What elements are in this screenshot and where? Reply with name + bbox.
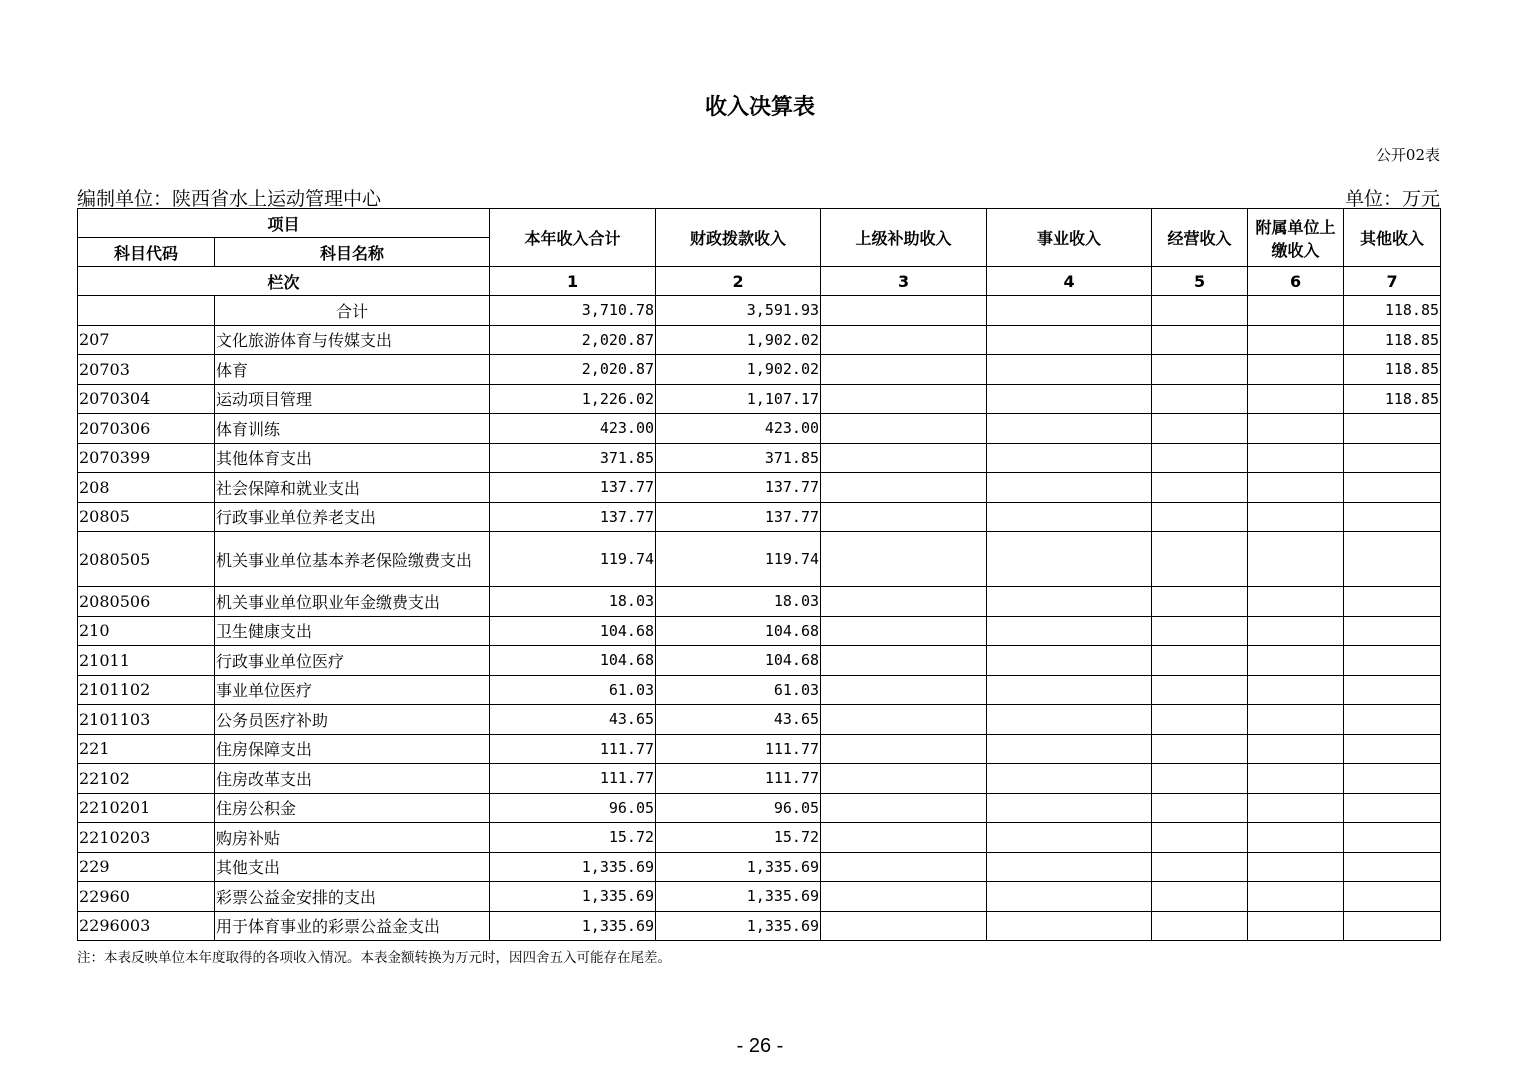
row-code: 20703 (78, 355, 215, 385)
page-number: - 26 - (736, 1035, 784, 1057)
row-superior (821, 882, 987, 912)
row-code: 2296003 (78, 911, 215, 941)
row-code: 2210203 (78, 823, 215, 853)
row-affiliated (1248, 764, 1344, 794)
table-row (78, 675, 1441, 705)
row-affiliated (1248, 646, 1344, 676)
row-total: 1,226.02 (490, 384, 656, 414)
table-row (78, 532, 1441, 587)
header-code: 科目代码 (78, 238, 215, 267)
col-num-7: 7 (1344, 267, 1441, 296)
row-name: 事业单位医疗 (215, 675, 490, 705)
table-row (78, 473, 1441, 503)
row-business (987, 793, 1152, 823)
row-business (987, 443, 1152, 473)
row-superior (821, 355, 987, 385)
row-name: 其他支出 (215, 852, 490, 882)
row-other (1344, 532, 1441, 587)
row-business (987, 473, 1152, 503)
table-row (78, 325, 1441, 355)
row-fiscal: 137.77 (656, 473, 821, 503)
col-num-4: 4 (987, 267, 1152, 296)
row-operating (1152, 502, 1248, 532)
compiling-unit: 编制单位：陕西省水上运动管理中心 (77, 188, 382, 210)
row-business (987, 823, 1152, 853)
header-affiliated: 附属单位上缴收入 (1248, 209, 1344, 267)
row-code: 208 (78, 473, 215, 503)
table-row (78, 443, 1441, 473)
row-operating (1152, 587, 1248, 617)
total-total: 3,710.78 (490, 296, 656, 326)
row-fiscal: 15.72 (656, 823, 821, 853)
row-other (1344, 764, 1441, 794)
row-name: 文化旅游体育与传媒支出 (215, 325, 490, 355)
row-affiliated (1248, 705, 1344, 735)
row-code: 2080505 (78, 532, 215, 587)
row-other (1344, 646, 1441, 676)
row-affiliated (1248, 355, 1344, 385)
col-num-5: 5 (1152, 267, 1248, 296)
table-row (78, 705, 1441, 735)
row-business (987, 414, 1152, 444)
row-name: 体育训练 (215, 414, 490, 444)
row-total: 104.68 (490, 646, 656, 676)
row-fiscal: 137.77 (656, 502, 821, 532)
row-other (1344, 502, 1441, 532)
row-name: 机关事业单位职业年金缴费支出 (215, 587, 490, 617)
row-other (1344, 414, 1441, 444)
row-total: 18.03 (490, 587, 656, 617)
row-business (987, 734, 1152, 764)
table-row (78, 616, 1441, 646)
row-code: 21011 (78, 646, 215, 676)
page-title: 收入决算表 (704, 95, 815, 120)
row-affiliated (1248, 823, 1344, 853)
table-row (78, 355, 1441, 385)
row-business (987, 705, 1152, 735)
table-row (78, 823, 1441, 853)
row-business (987, 532, 1152, 587)
row-fiscal: 111.77 (656, 764, 821, 794)
row-name: 购房补贴 (215, 823, 490, 853)
row-other: 118.85 (1344, 325, 1441, 355)
row-name: 机关事业单位基本养老保险缴费支出 (215, 532, 490, 587)
col-num-1: 1 (490, 267, 656, 296)
row-name: 住房公积金 (215, 793, 490, 823)
row-other (1344, 587, 1441, 617)
row-business (987, 646, 1152, 676)
row-affiliated (1248, 384, 1344, 414)
income-report-table (77, 208, 1441, 941)
row-business (987, 355, 1152, 385)
row-affiliated (1248, 414, 1344, 444)
row-fiscal: 1,902.02 (656, 355, 821, 385)
row-affiliated (1248, 473, 1344, 503)
row-other (1344, 793, 1441, 823)
row-superior (821, 414, 987, 444)
row-code: 2101102 (78, 675, 215, 705)
total-operating (1152, 296, 1248, 326)
row-other (1344, 882, 1441, 912)
row-total: 96.05 (490, 793, 656, 823)
row-name: 公务员医疗补助 (215, 705, 490, 735)
row-name: 运动项目管理 (215, 384, 490, 414)
row-total: 2,020.87 (490, 325, 656, 355)
header-other: 其他收入 (1344, 209, 1441, 267)
col-num-6: 6 (1248, 267, 1344, 296)
row-superior (821, 764, 987, 794)
row-other (1344, 616, 1441, 646)
row-affiliated (1248, 911, 1344, 941)
row-other: 118.85 (1344, 384, 1441, 414)
row-name: 住房保障支出 (215, 734, 490, 764)
row-superior (821, 616, 987, 646)
row-fiscal: 18.03 (656, 587, 821, 617)
table-row (78, 734, 1441, 764)
row-business (987, 616, 1152, 646)
row-name: 卫生健康支出 (215, 616, 490, 646)
row-superior (821, 793, 987, 823)
row-business (987, 764, 1152, 794)
row-business (987, 587, 1152, 617)
row-code: 20805 (78, 502, 215, 532)
row-total: 104.68 (490, 616, 656, 646)
row-name: 体育 (215, 355, 490, 385)
row-superior (821, 443, 987, 473)
row-total: 111.77 (490, 734, 656, 764)
row-total: 61.03 (490, 675, 656, 705)
col-num-2: 2 (656, 267, 821, 296)
row-affiliated (1248, 882, 1344, 912)
row-fiscal: 1,335.69 (656, 911, 821, 941)
row-superior (821, 384, 987, 414)
row-name: 行政事业单位医疗 (215, 646, 490, 676)
header-superior: 上级补助收入 (821, 209, 987, 267)
row-operating (1152, 443, 1248, 473)
row-operating (1152, 616, 1248, 646)
row-total: 137.77 (490, 502, 656, 532)
table-row (78, 414, 1441, 444)
row-code: 207 (78, 325, 215, 355)
total-business (987, 296, 1152, 326)
row-operating (1152, 384, 1248, 414)
row-superior (821, 473, 987, 503)
row-affiliated (1248, 532, 1344, 587)
row-fiscal: 96.05 (656, 793, 821, 823)
header-operating: 经营收入 (1152, 209, 1248, 267)
row-business (987, 502, 1152, 532)
row-other (1344, 473, 1441, 503)
row-affiliated (1248, 616, 1344, 646)
table-row (78, 384, 1441, 414)
row-total: 371.85 (490, 443, 656, 473)
row-total: 423.00 (490, 414, 656, 444)
row-code: 22102 (78, 764, 215, 794)
table-row (78, 646, 1441, 676)
currency-unit: 单位：万元 (1344, 188, 1440, 210)
form-number: 公开02表 (1375, 146, 1440, 164)
table-row (78, 502, 1441, 532)
total-superior (821, 296, 987, 326)
table-row (78, 882, 1441, 912)
row-operating (1152, 532, 1248, 587)
row-superior (821, 325, 987, 355)
row-fiscal: 1,902.02 (656, 325, 821, 355)
row-business (987, 384, 1152, 414)
row-affiliated (1248, 675, 1344, 705)
row-total: 111.77 (490, 764, 656, 794)
row-code: 2080506 (78, 587, 215, 617)
row-other (1344, 675, 1441, 705)
row-total: 119.74 (490, 532, 656, 587)
header-column-index: 栏次 (78, 267, 490, 296)
row-total: 15.72 (490, 823, 656, 853)
row-total: 2,020.87 (490, 355, 656, 385)
row-total: 1,335.69 (490, 911, 656, 941)
row-code: 2070306 (78, 414, 215, 444)
row-operating (1152, 764, 1248, 794)
row-superior (821, 587, 987, 617)
row-code: 221 (78, 734, 215, 764)
row-code: 2070304 (78, 384, 215, 414)
row-business (987, 852, 1152, 882)
header-name: 科目名称 (215, 238, 490, 267)
row-business (987, 911, 1152, 941)
row-superior (821, 675, 987, 705)
table-row (78, 852, 1441, 882)
row-operating (1152, 414, 1248, 444)
row-other (1344, 852, 1441, 882)
table-row (78, 911, 1441, 941)
row-operating (1152, 646, 1248, 676)
row-name: 社会保障和就业支出 (215, 473, 490, 503)
total-fiscal: 3,591.93 (656, 296, 821, 326)
header-fiscal: 财政拨款收入 (656, 209, 821, 267)
row-affiliated (1248, 734, 1344, 764)
row-affiliated (1248, 587, 1344, 617)
row-affiliated (1248, 793, 1344, 823)
row-operating (1152, 793, 1248, 823)
row-affiliated (1248, 443, 1344, 473)
row-name: 彩票公益金安排的支出 (215, 882, 490, 912)
row-name: 行政事业单位养老支出 (215, 502, 490, 532)
row-superior (821, 911, 987, 941)
table-row (78, 587, 1441, 617)
row-total: 1,335.69 (490, 882, 656, 912)
row-superior (821, 852, 987, 882)
header-item: 项目 (78, 209, 490, 238)
row-code: 210 (78, 616, 215, 646)
row-other (1344, 823, 1441, 853)
row-fiscal: 1,107.17 (656, 384, 821, 414)
row-total: 43.65 (490, 705, 656, 735)
total-label: 合计 (215, 296, 490, 326)
row-operating (1152, 734, 1248, 764)
col-num-3: 3 (821, 267, 987, 296)
table-row (78, 764, 1441, 794)
total-row (78, 296, 1441, 326)
row-code: 229 (78, 852, 215, 882)
row-total: 137.77 (490, 473, 656, 503)
row-name: 其他体育支出 (215, 443, 490, 473)
header-business: 事业收入 (987, 209, 1152, 267)
row-fiscal: 119.74 (656, 532, 821, 587)
row-code: 2210201 (78, 793, 215, 823)
row-other: 118.85 (1344, 355, 1441, 385)
row-other (1344, 705, 1441, 735)
row-fiscal: 111.77 (656, 734, 821, 764)
row-fiscal: 1,335.69 (656, 882, 821, 912)
row-name: 用于体育事业的彩票公益金支出 (215, 911, 490, 941)
table-note: 注：本表反映单位本年度取得的各项收入情况。本表金额转换为万元时，因四舍五入可能存在尾差。 (77, 950, 671, 966)
row-operating (1152, 852, 1248, 882)
row-fiscal: 423.00 (656, 414, 821, 444)
total-code (78, 296, 215, 326)
total-affiliated (1248, 296, 1344, 326)
row-fiscal: 43.65 (656, 705, 821, 735)
row-code: 22960 (78, 882, 215, 912)
row-operating (1152, 823, 1248, 853)
row-fiscal: 1,335.69 (656, 852, 821, 882)
row-superior (821, 734, 987, 764)
total-other: 118.85 (1344, 296, 1441, 326)
row-other (1344, 734, 1441, 764)
row-fiscal: 61.03 (656, 675, 821, 705)
table-row (78, 793, 1441, 823)
row-name: 住房改革支出 (215, 764, 490, 794)
row-other (1344, 911, 1441, 941)
row-other (1344, 443, 1441, 473)
row-affiliated (1248, 325, 1344, 355)
row-superior (821, 705, 987, 735)
row-superior (821, 532, 987, 587)
row-fiscal: 104.68 (656, 646, 821, 676)
row-total: 1,335.69 (490, 852, 656, 882)
row-superior (821, 646, 987, 676)
row-operating (1152, 355, 1248, 385)
row-operating (1152, 911, 1248, 941)
row-business (987, 325, 1152, 355)
row-code: 2101103 (78, 705, 215, 735)
row-operating (1152, 325, 1248, 355)
row-affiliated (1248, 502, 1344, 532)
row-superior (821, 823, 987, 853)
row-affiliated (1248, 852, 1344, 882)
row-fiscal: 104.68 (656, 616, 821, 646)
row-operating (1152, 882, 1248, 912)
row-fiscal: 371.85 (656, 443, 821, 473)
row-operating (1152, 675, 1248, 705)
row-operating (1152, 705, 1248, 735)
row-operating (1152, 473, 1248, 503)
row-code: 2070399 (78, 443, 215, 473)
row-business (987, 675, 1152, 705)
row-business (987, 882, 1152, 912)
row-superior (821, 502, 987, 532)
header-total: 本年收入合计 (490, 209, 656, 267)
